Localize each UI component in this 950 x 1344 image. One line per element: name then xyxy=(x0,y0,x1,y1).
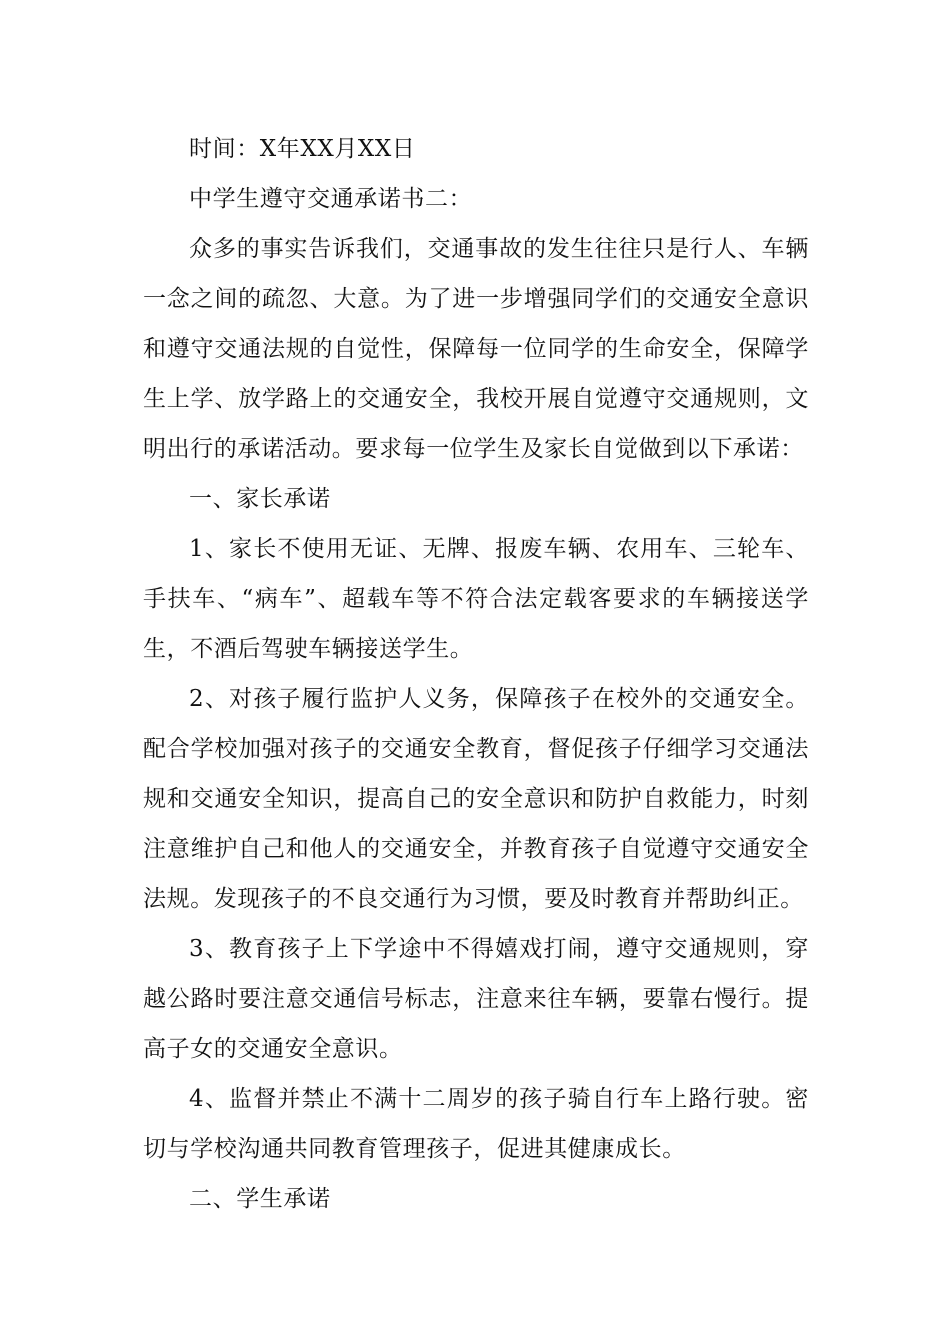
intro-paragraph: 众多的事实告诉我们，交通事故的发生往往只是行人、车辆一念之间的疏忽、大意。为了进一步增强同学们的交通安全意识和遵守交通法规的自觉性，保障每一位同学的生命安全，保障学生上学、放学路上的交通安全，我校开展自觉遵守交通规则，文明出行的承诺活动。要求每一位学生及家长自觉做到以下承诺： xyxy=(143,236,809,462)
document-body xyxy=(143,124,809,1224)
parent-commitment-1: 1、家长不使用无证、无牌、报废车辆、农用车、三轮车、手扶车、“病车”、超载车等不符合法定载客要求的车辆接送学生，不酒后驾驶车辆接送学生。 xyxy=(143,536,809,662)
parent-commitment-3: 3、教育孩子上下学途中不得嬉戏打闹，遵守交通规则，穿越公路时要注意交通信号标志，注意来往车辆，要靠右慢行。提高子女的交通安全意识。 xyxy=(143,936,809,1062)
section-heading-students: 二、学生承诺 xyxy=(189,1186,331,1212)
document-subtitle: 中学生遵守交通承诺书二： xyxy=(189,186,473,212)
date-line: 时间：X年XX月XX日 xyxy=(189,136,416,162)
parent-commitment-4: 4、监督并禁止不满十二周岁的孩子骑自行车上路行驶。密切与学校沟通共同教育管理孩子，促进其健康成长。 xyxy=(143,1086,809,1162)
parent-commitment-2: 2、对孩子履行监护人义务，保障孩子在校外的交通安全。配合学校加强对孩子的交通安全教育，督促孩子仔细学习交通法规和交通安全知识，提高自己的安全意识和防护自救能力，时刻注意维护自己和他人的交通安全，并教育孩子自觉遵守交通安全法规。发现孩子的不良交通行为习惯，要及时教育并帮助纠正。 xyxy=(143,686,809,912)
section-heading-parents: 一、家长承诺 xyxy=(189,486,331,512)
